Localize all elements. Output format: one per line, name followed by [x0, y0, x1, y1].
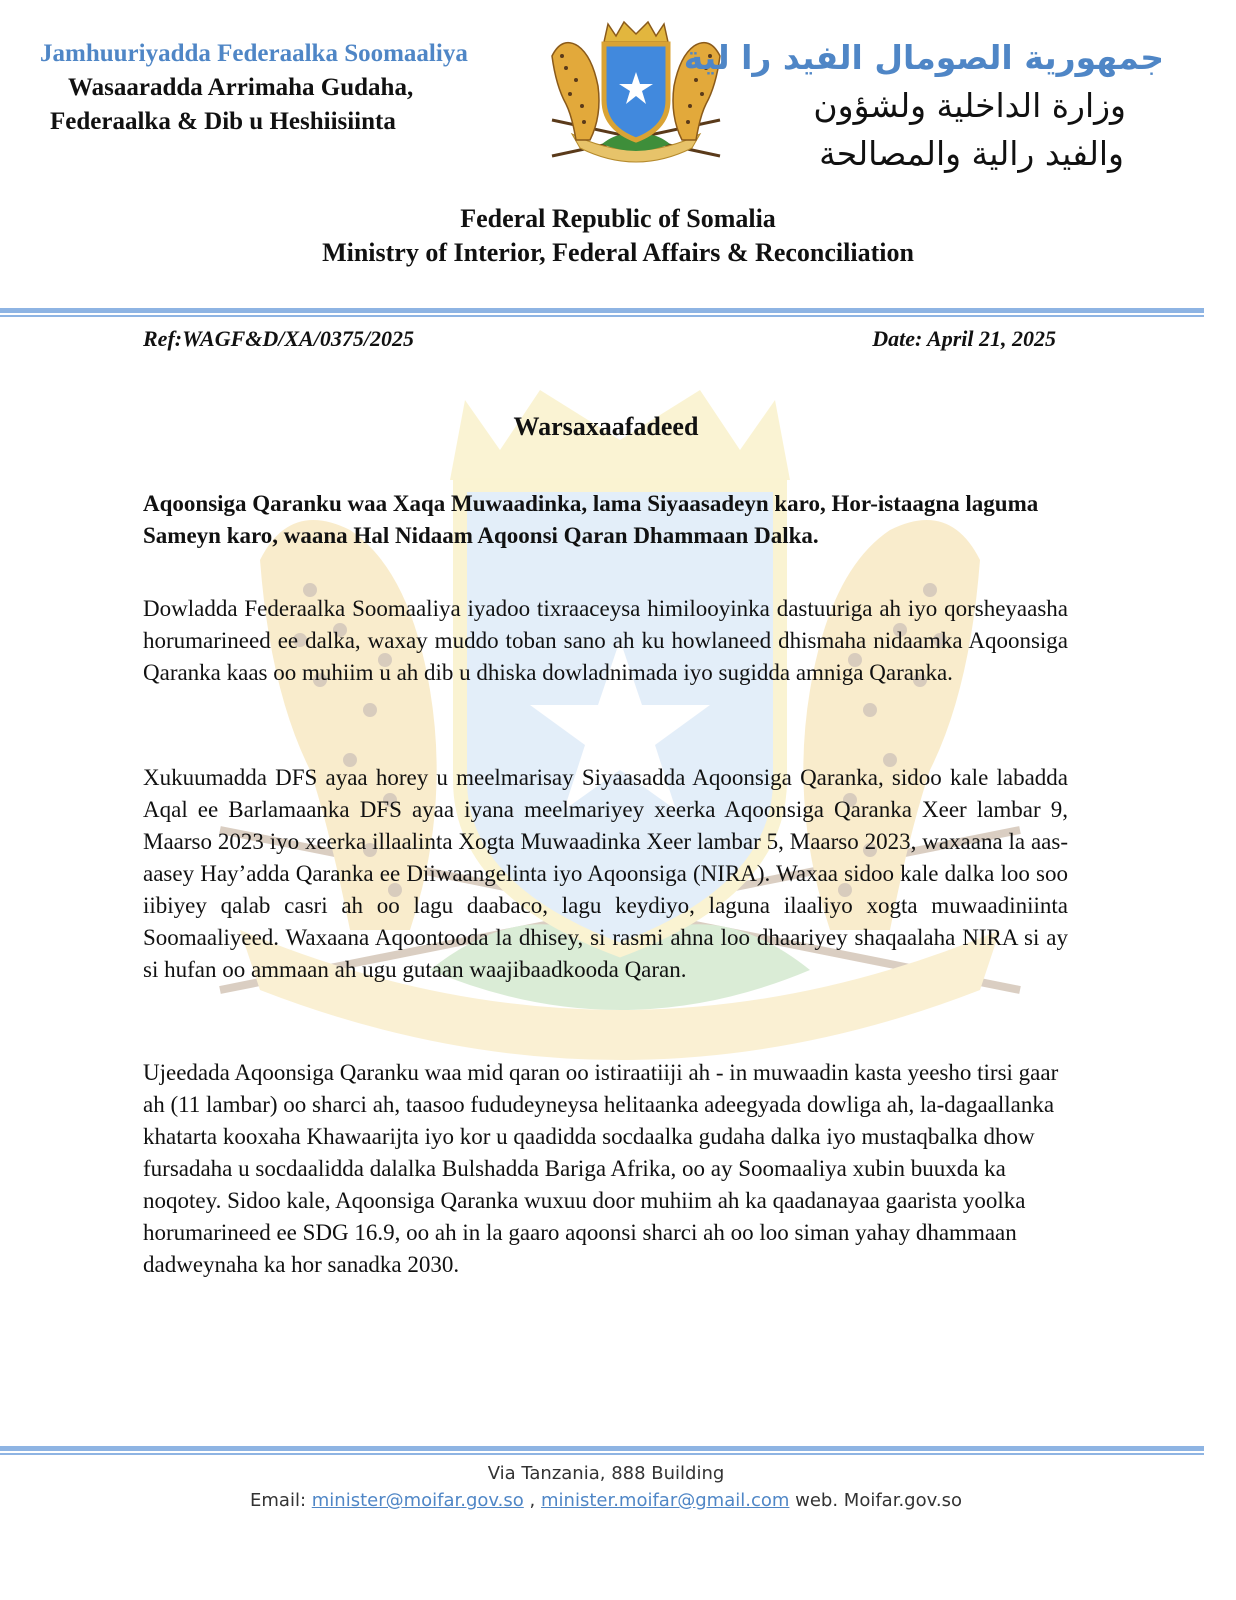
body-paragraph-3: Ujeedada Aqoonsiga Qaranku waa mid qaran oo istiraatiiji ah - in muwaadin kasta yeesho tirsi gaar ah (11 lambar) oo sharci ah, taasoo fududeyneysa helitaanka adeegyada dowliga ah, la-dagaallanka khatarta kooxaha Khawaarijta iyo kor u qaadidda socdaalka gudaha dalka iyo mustaqbalka dhow fursadaha u socdaalidda dalalka Bulshadda Bariga Afrika, oo ay Soomaaliya xubin buuxda ka noqotey. Sidoo kale, Aqoonsiga Qaranka wuxuu door muhiim ah ka qaadanayaa gaarista yoolka horumarineed ee SDG 16.9, oo ah in la gaaro aqoonsi sharci ah oo loo siman yahay dhammaan dadweynaha ka hor sanadka 2030. — [143, 1060, 1059, 1277]
body-paragraph-1: Dowladda Federaalka Soomaaliya iyadoo tixraaceysa himilooyinka dastuuriga ah iyo qorsheyaasha horumarineed ee dalka, waxay muddo toban sano ah ku howlaneed dhismaha nidaamka Aqoonsiga Qaranka kaas oo muhiim u ah dib u dhiska dowladnimada iyo sugidda amniga Qaranka. — [143, 596, 1068, 685]
reference-number: Ref:WAGF&D/XA/0375/2025 — [143, 326, 414, 351]
header-english-country: Federal Republic of Somalia — [460, 204, 776, 233]
header-somali-country: Jamhuuriyadda Federaalka Soomaaliya — [40, 40, 468, 67]
footer-web: web. Moifar.gov.so — [795, 1490, 962, 1511]
footer-address: Via Tanzania, 888 Building — [487, 1463, 725, 1484]
footer-email-label: Email: — [250, 1490, 307, 1511]
header-english-ministry: Ministry of Interior, Federal Affairs & Reconciliation — [322, 238, 914, 267]
footer-email-link-1[interactable]: minister@moifar.gov.so — [311, 1490, 524, 1511]
footer-contact — [0, 1490, 1212, 1511]
header-arabic-country: جمهورية الصومال الفيد را لية — [683, 38, 1164, 77]
footer-separator: , — [529, 1490, 536, 1511]
footer-divider — [0, 1446, 1204, 1456]
header-somali-ministry-line1: Wasaaradda Arrimaha Gudaha, — [68, 74, 414, 101]
document-date: Date: April 21, 2025 — [872, 326, 1056, 351]
header-somali-ministry-line2: Federaalka & Dib u Heshiisiinta — [50, 108, 396, 135]
document-title: Warsaxaafadeed — [513, 412, 699, 441]
footer-email-link-2[interactable]: minister.moifar@gmail.com — [541, 1490, 790, 1511]
header-arabic-ministry-line2: والفيد رالية والمصالحة — [819, 134, 1124, 173]
header-arabic-ministry-line1: وزارة الداخلية ولشؤون — [813, 86, 1126, 125]
header-divider — [0, 308, 1204, 318]
body-paragraph-2: Xukuumadda DFS ayaa horey u meelmarisay Siyaasadda Aqoonsiga Qaranka, sidoo kale labadda Aqal ee Barlamaanka DFS ayaa iyana meelmariyey xeerka Aqoonsiga Qaranka Xeer lambar 9, Maarso 2023 iyo xeerka illaalinta Xogta Muwaadinka Xeer lambar 5, Maarso 2023, waxaana la aas-aasey Hay’adda Qaranka ee Diiwaangelinta iyo Aqoonsiga (NIRA). Waxaa sidoo kale dalka loo soo iibiyey qalab casri ah oo lagu daabaco, lagu keydiyo, laguna ilaaliyo xogta muwaadiniinta Soomaaliyeed. Waxaana Aqoontooda la dhisey, si rasmi ahna loo dhaariyey shaqaalaha NIRA si ay si hufan oo ammaan ah ugu gutaan waajibaadkooda Qaran. — [143, 765, 1068, 982]
document-headline: Aqoonsiga Qaranku waa Xaqa Muwaadinka, lama Siyaasadeyn karo, Hor-istaagna laguma Sameyn karo, waana Hal Nidaam Aqoonsi Qaran Dhammaan Dalka. — [143, 491, 1039, 548]
